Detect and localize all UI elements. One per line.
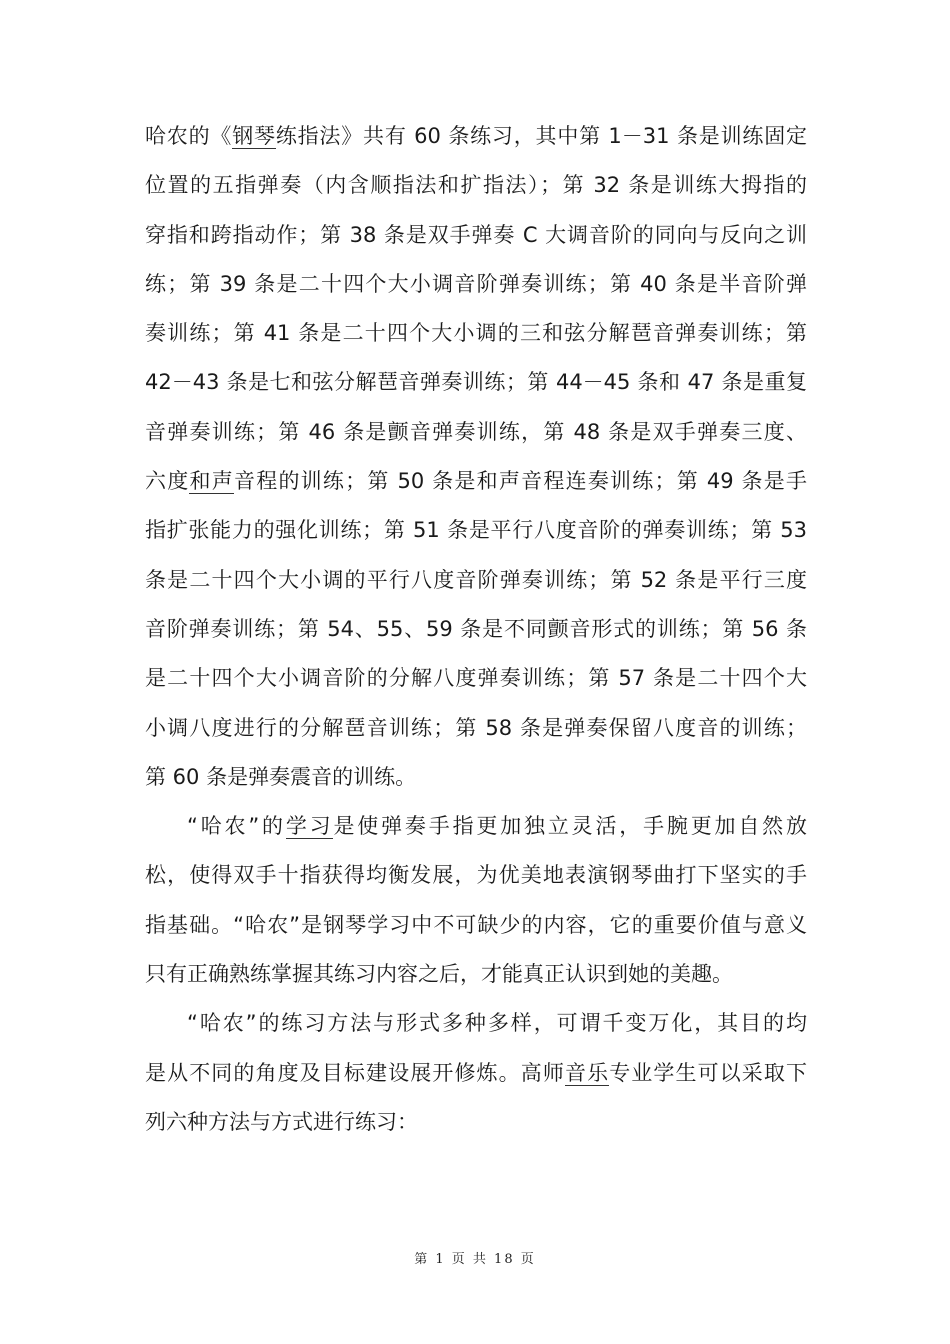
text-line: 条是二十四个大小调的平行八度音阶弹奏训练；第 52 条是平行三度 [145,567,807,592]
text-line: 42－43 条是七和弦分解琶音弹奏训练；第 44－45 条和 47 条是重复 [145,370,807,395]
text-line: 指基础。“哈农”是钢琴学习中不可缺少的内容，它的重要价值与意义 [145,912,807,937]
page-number: 第 1 页 共 18 页 [414,1252,536,1267]
underlined-term: 和声 [189,469,234,494]
document-body [145,112,807,1147]
text-line: “哈农”的学习是使弹奏手指更加独立灵活，手腕更加自然放 [187,814,808,839]
text-line: 奏训练；第 41 条是二十四个大小调的三和弦分解琶音弹奏训练；第 [145,321,807,346]
underlined-term: 钢琴 [232,124,276,148]
text-line: 指扩张能力的强化训练；第 51 条是平行八度音阶的弹奏训练；第 53 [145,518,807,543]
text-line: 是二十四个大小调音阶的分解八度弹奏训练；第 57 条是二十四个大 [145,666,807,691]
text-line: 松，使得双手十指获得均衡发展，为优美地表演钢琴曲打下坚实的手 [145,863,807,888]
page-footer [0,1248,950,1267]
paragraph-2 [145,802,807,999]
text-line: 只有正确熟练掌握其练习内容之后，才能真正认识到她的美趣。 [145,962,733,987]
underlined-term: 音乐 [564,1060,610,1085]
text-line: 是从不同的角度及目标建设展开修炼。高师音乐专业学生可以采取下 [145,1060,808,1085]
text-line: 位置的五指弹奏（内含顺指法和扩指法）；第 32 条是训练大拇指的 [145,173,807,198]
text-line: 音阶弹奏训练；第 54、55、59 条是不同颤音形式的训练；第 56 条 [145,616,807,641]
paragraph-3 [145,999,807,1147]
underlined-term: 学习 [285,814,334,839]
text-line: 哈农的《钢琴练指法》共有 60 条练习，其中第 1－31 条是训练固定 [145,124,807,148]
text-line: 穿指和跨指动作；第 38 条是双手弹奏 C 大调音阶的同向与反向之训 [145,222,807,247]
text-line: “哈农”的练习方法与形式多种多样，可谓千变万化，其目的均 [187,1011,807,1036]
text-line: 音弹奏训练；第 46 条是颤音弹奏训练，第 48 条是双手弹奏三度、 [145,419,807,444]
text-line: 第 60 条是弹奏震音的训练。 [145,764,417,789]
paragraph-1 [145,112,807,802]
text-line: 小调八度进行的分解琶音训练；第 58 条是弹奏保留八度音的训练； [145,715,807,740]
text-line: 练；第 39 条是二十四个大小调音阶弹奏训练；第 40 条是半音阶弹 [145,271,807,296]
text-line: 列六种方法与方式进行练习： [145,1109,418,1134]
text-line: 六度和声音程的训练；第 50 条是和声音程连奏训练；第 49 条是手 [145,469,808,494]
